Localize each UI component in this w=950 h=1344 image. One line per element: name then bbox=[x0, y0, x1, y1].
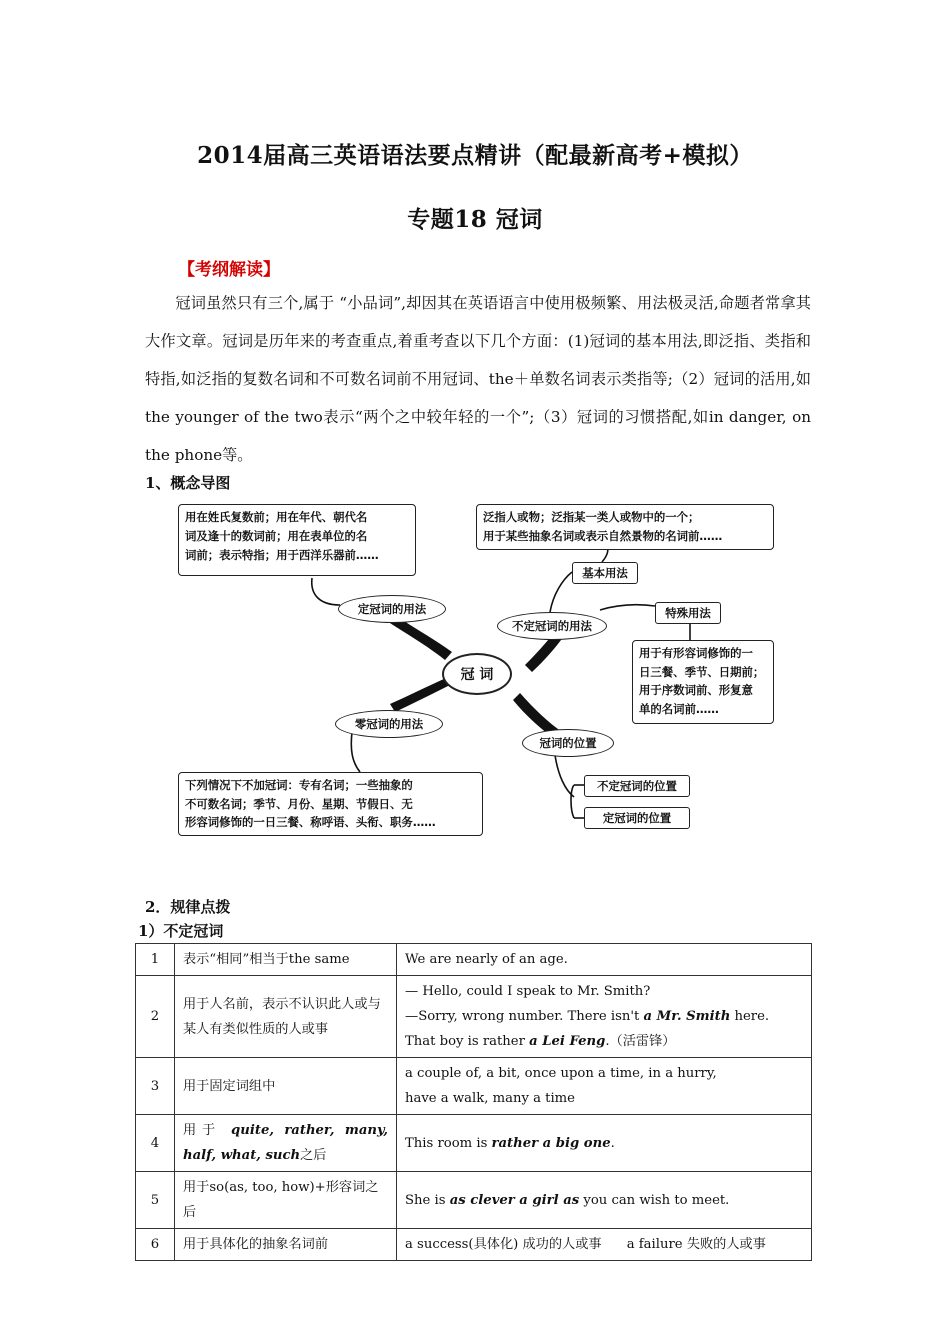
table-row bbox=[136, 1115, 812, 1172]
usage-cell: 用于固定词组中 bbox=[175, 1058, 397, 1115]
node-definite-position: 定冠词的位置 bbox=[584, 807, 690, 829]
table-row bbox=[136, 1058, 812, 1115]
note-line: 形容词修饰的一日三餐、称呼语、头衔、职务…… bbox=[185, 815, 436, 829]
note-basic-usage bbox=[476, 504, 774, 550]
example-line: a couple of, a bit, once upon a time, in a hurry, bbox=[405, 1066, 717, 1081]
subheading-indefinite-article: 1）不定冠词 bbox=[138, 922, 224, 940]
example-cell bbox=[397, 976, 812, 1058]
example-line: —Sorry, wrong number. There isn't a Mr. Smith here. bbox=[405, 1009, 770, 1024]
node-indefinite-position: 不定冠词的位置 bbox=[584, 775, 690, 797]
example-cell: She is as clever a girl as you can wish to meet. bbox=[397, 1172, 812, 1229]
node-article-position: 冠词的位置 bbox=[522, 729, 614, 757]
example-cell: This room is rather a big one. bbox=[397, 1115, 812, 1172]
node-definite-article: 定冠词的用法 bbox=[338, 595, 446, 623]
example-line: We are nearly of an age. bbox=[405, 952, 568, 967]
note-line: 不可数名词；季节、月份、星期、节假日、无 bbox=[185, 796, 413, 811]
example-cell bbox=[397, 1058, 812, 1115]
example-cell bbox=[397, 944, 812, 976]
node-special-usage: 特殊用法 bbox=[655, 602, 721, 624]
note-line: 用于有形容词修饰的一 bbox=[639, 646, 753, 660]
node-indefinite-article: 不定冠词的用法 bbox=[497, 612, 607, 640]
row-number: 5 bbox=[136, 1172, 175, 1229]
example-line: — Hello, could I speak to Mr. Smith? bbox=[405, 984, 651, 999]
note-line: 用在姓氏复数前；用在年代、朝代名 bbox=[185, 510, 368, 524]
intro-text bbox=[145, 284, 811, 474]
row-number: 1 bbox=[136, 944, 175, 976]
table-row bbox=[136, 944, 812, 976]
example-line: That boy is rather a Lei Feng.（活雷锋） bbox=[405, 1034, 676, 1049]
table-row bbox=[136, 976, 812, 1058]
row-number: 2 bbox=[136, 976, 175, 1058]
row-number: 6 bbox=[136, 1229, 175, 1261]
row-number: 4 bbox=[136, 1115, 175, 1172]
node-basic-usage: 基本用法 bbox=[572, 562, 638, 584]
concept-map bbox=[170, 500, 782, 845]
note-line: 用于序数词前、形复意 bbox=[639, 683, 753, 697]
note-line: 词前；表示特指；用于西洋乐器前…… bbox=[185, 548, 379, 562]
example-cell: a success(具体化) 成功的人或事 a failure 失败的人或事 bbox=[397, 1229, 812, 1261]
usage-cell: 用于具体化的抽象名词前 bbox=[175, 1229, 397, 1261]
note-line: 词及逢十的数词前；用在表单位的名 bbox=[185, 529, 368, 543]
example-line: have a walk, many a time bbox=[405, 1091, 575, 1106]
note-line: 泛指人或物；泛指某一类人或物中的一个； bbox=[483, 510, 700, 524]
node-zero-article: 零冠词的用法 bbox=[335, 710, 443, 738]
section-heading-concept-map: 1、概念导图 bbox=[145, 474, 231, 492]
usage-cell: 用于 quite, rather, many, half, what, such之后 bbox=[175, 1115, 397, 1172]
center-node-articles: 冠 词 bbox=[442, 653, 512, 695]
note-special-usage bbox=[632, 640, 774, 724]
note-line: 日三餐、季节、日期前； bbox=[639, 664, 765, 679]
table-row bbox=[136, 1229, 812, 1261]
note-line: 单的名词前…… bbox=[639, 701, 719, 716]
usage-cell: 用于人名前，表示不认识此人或与某人有类似性质的人或事 bbox=[175, 976, 397, 1058]
usage-cell: 表示“相同”相当于the same bbox=[175, 944, 397, 976]
section-tag-syllabus: 【考纲解读】 bbox=[178, 260, 280, 280]
usage-cell: 用于so(as, too, how)+形容词之后 bbox=[175, 1172, 397, 1229]
table-row bbox=[136, 1172, 812, 1229]
note-line: 用于某些抽象名词或表示自然景物的名词前…… bbox=[483, 529, 723, 543]
row-number: 3 bbox=[136, 1058, 175, 1115]
indefinite-article-table bbox=[135, 943, 812, 1261]
note-zero-article bbox=[178, 772, 483, 836]
note-definite-article bbox=[178, 504, 416, 576]
note-line: 下列情况下不加冠词：专有名词；一些抽象的 bbox=[185, 778, 413, 792]
document-subtitle: 专题18 冠词 bbox=[407, 206, 543, 233]
intro-paragraph: 冠词虽然只有三个,属于 “小品词”,却因其在英语语言中使用极频繁、用法极灵活,命题者常拿其大作文章。冠词是历年来的考查重点,着重考查以下几个方面：(1)冠词的基本用法,即泛指、类指和特指,如泛指的复数名词和不可数名词前不用冠词、the＋单数名词表示类指等;（2）冠词的活用,如the younger of the two表示“两个之中较年轻的一个”;（3）冠词的习惯搭配,如in danger, on the phone等。 bbox=[145, 294, 811, 464]
section-heading-rules: 2．规律点拨 bbox=[145, 898, 231, 916]
document-title: 2014届高三英语语法要点精讲（配最新高考+模拟） bbox=[197, 142, 753, 169]
